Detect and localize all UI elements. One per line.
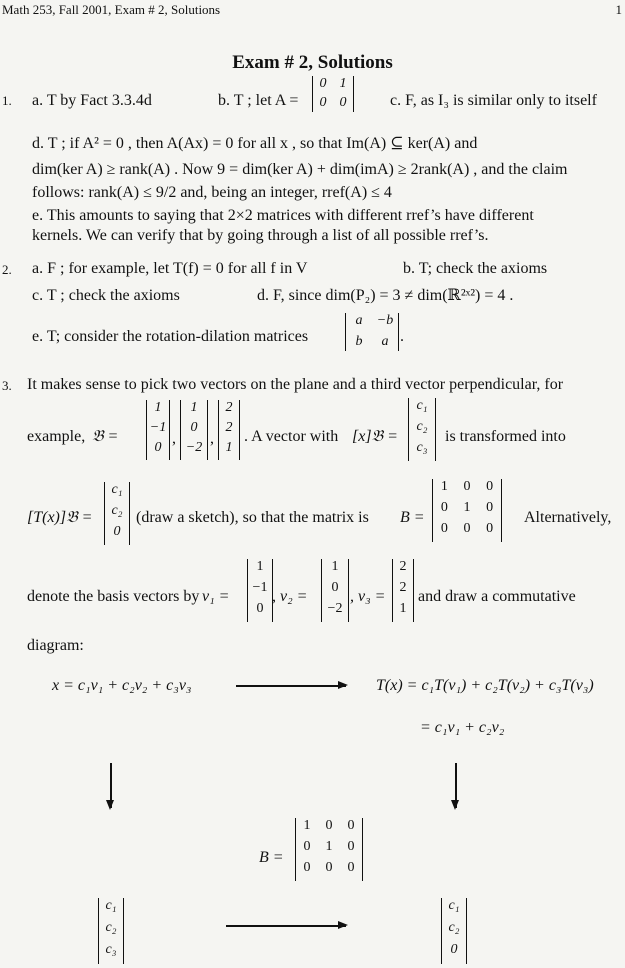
problem-1c: c. F, as I₃ is similar only to itself bbox=[390, 92, 597, 109]
diagram-matrix-B: 1 0 0 0 1 0 0 0 0 bbox=[295, 818, 363, 881]
page-title: Exam # 2, Solutions bbox=[232, 52, 393, 73]
diagram-B-label: B = bbox=[259, 849, 284, 866]
running-header: Math 253, Fall 2001, Exam # 2, Solutions bbox=[2, 2, 221, 17]
coord-label: [x]𝔅 = bbox=[352, 428, 398, 445]
comma: , bbox=[172, 430, 176, 447]
period: . bbox=[400, 328, 404, 345]
problem-2e: e. T; consider the rotation-dilation matrices bbox=[32, 328, 309, 345]
basis-vector-2: 1 0 −2 bbox=[180, 400, 208, 460]
comma: , bbox=[210, 430, 214, 447]
matrix-B: 1 0 0 0 1 0 0 0 0 bbox=[432, 479, 502, 542]
problem-1d-line3: follows: rank(A) ≤ 9/2 and, being an integer, rref(A) ≤ 4 bbox=[32, 184, 392, 201]
down-arrow-left bbox=[110, 763, 112, 808]
v1-label: v₁ = bbox=[202, 588, 230, 605]
problem-2b: b. T; check the axioms bbox=[403, 260, 548, 277]
alternatively-text: Alternatively, bbox=[524, 509, 612, 526]
v1-vector: 1 −1 0 bbox=[247, 559, 273, 622]
basis-vector-1: 1 −1 0 bbox=[146, 400, 170, 460]
matrix-B-label: B = bbox=[400, 509, 425, 526]
problem-1b: b. T ; let A = bbox=[218, 92, 299, 109]
x-expression: x = c₁v₁ + c₂v₂ + c₃v₃ bbox=[52, 677, 192, 694]
tx-coord-vector: c₁ c₂ 0 bbox=[104, 482, 130, 545]
problem-2d: d. F, since dim(P₂) = 3 ≠ dim(ℝ²ˣ²) = 4 . bbox=[257, 287, 514, 304]
v2-vector: 1 0 −2 bbox=[321, 559, 349, 622]
tx-coord-label: [T(x)]𝔅 = bbox=[27, 509, 93, 526]
problem-2-number: 2. bbox=[2, 262, 12, 277]
sketch-text: (draw a sketch), so that the matrix is bbox=[136, 509, 369, 526]
vector-with-text: . A vector with bbox=[244, 428, 339, 445]
problem-1a: a. T by Fact 3.3.4d bbox=[32, 92, 152, 109]
denote-text: denote the basis vectors by bbox=[27, 588, 200, 605]
problem-1-number: 1. bbox=[2, 93, 12, 108]
problem-2a: a. F ; for example, let T(f) = 0 for all f in V bbox=[32, 260, 308, 277]
commutative-text: and draw a commutative bbox=[418, 588, 576, 605]
example-label: example, bbox=[27, 428, 86, 445]
diagram-label: diagram: bbox=[27, 637, 84, 654]
problem-1e-line2: kernels. We can verify that by going through a list of all possible rref’s. bbox=[32, 227, 489, 244]
problem-2c: c. T ; check the axioms bbox=[32, 287, 180, 304]
transformed-text: is transformed into bbox=[445, 428, 566, 445]
basis-vector-3: 2 2 1 bbox=[218, 400, 240, 460]
tx-expression: T(x) = c₁T(v₁) + c₂T(v₂) + c₃T(v₃) bbox=[376, 677, 594, 694]
problem-1e-line1: e. This amounts to saying that 2×2 matrices with different rref’s have different bbox=[32, 207, 534, 224]
problem-3-number: 3. bbox=[2, 378, 12, 393]
right-arrow-bottom bbox=[226, 925, 346, 927]
bottom-right-vector: c₁ c₂ 0 bbox=[441, 898, 467, 964]
v2-label: , v₂ = bbox=[272, 588, 308, 605]
v3-label: , v₃ = bbox=[350, 588, 386, 605]
matrix-A: 0 1 0 0 bbox=[312, 76, 354, 112]
v3-vector: 2 2 1 bbox=[392, 559, 414, 622]
problem-3-line1: It makes sense to pick two vectors on the plane and a third vector perpendicular, for bbox=[27, 376, 564, 393]
basis-symbol: 𝔅 = bbox=[92, 428, 119, 445]
problem-1d-line1: d. T ; if A² = 0 , then A(Ax) = 0 for all x , so that Im(A) ⊆ ker(A) and bbox=[32, 135, 478, 152]
page-number: 1 bbox=[615, 2, 622, 17]
problem-1d-line2: dim(ker A) ≥ rank(A) . Now 9 = dim(ker A) + dim(imA) ≥ 2rank(A) , and the claim bbox=[32, 161, 568, 178]
rotation-dilation-matrix: a −b b a bbox=[345, 313, 399, 351]
bottom-left-vector: c₁ c₂ c₃ bbox=[98, 898, 124, 964]
right-arrow-top bbox=[236, 685, 346, 687]
coord-vector: c₁ c₂ c₃ bbox=[408, 398, 436, 461]
tx-result: = c₁v₁ + c₂v₂ bbox=[420, 719, 505, 736]
down-arrow-right bbox=[455, 763, 457, 808]
